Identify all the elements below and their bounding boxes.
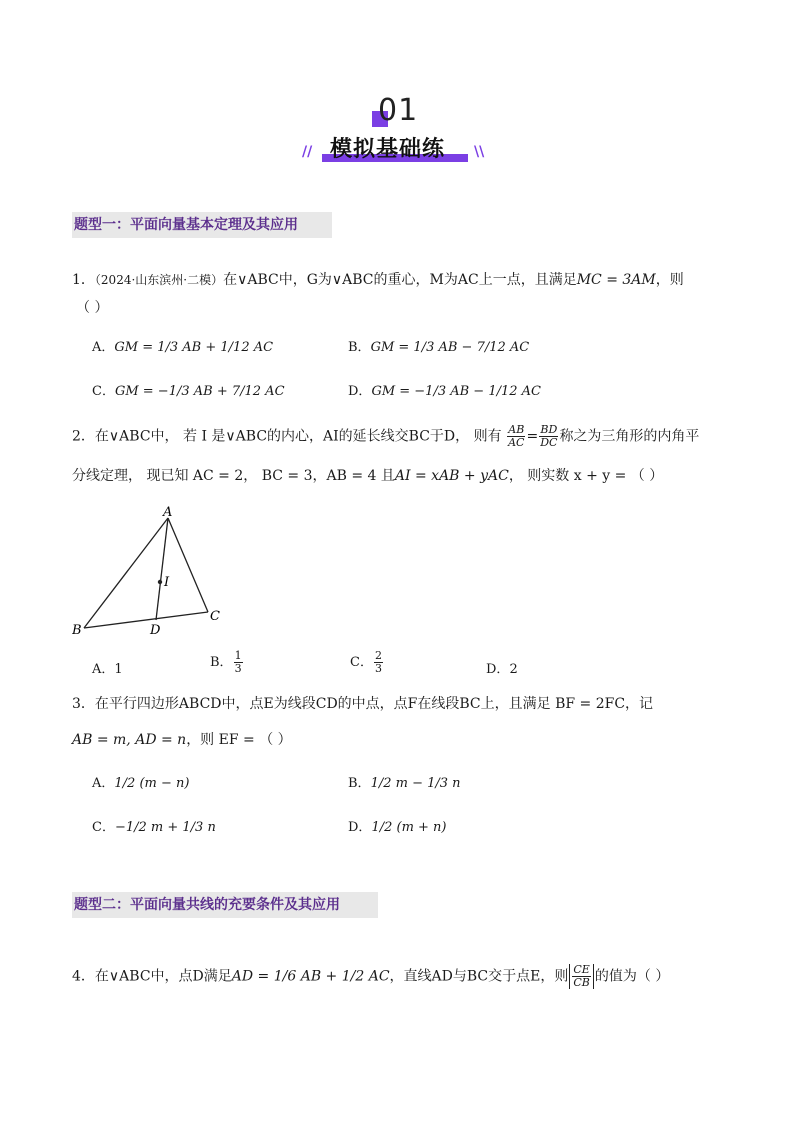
question-text: 在∨ABC中， xyxy=(223,272,307,288)
edge-bc xyxy=(84,612,208,628)
option-fraction: $\frac{2}{3}$ xyxy=(374,649,382,675)
condition-expression: AD = 1/6 AB + 1/2 AC xyxy=(231,968,390,985)
slash-left-icon: // xyxy=(302,144,313,160)
option-expression: GM = −1/3 AB + 7/12 AC xyxy=(114,384,285,399)
option-label: A． xyxy=(92,662,115,677)
option-label: B． xyxy=(210,655,233,670)
option-label: C． xyxy=(92,384,115,399)
question-4 xyxy=(72,964,669,989)
option-a[interactable] xyxy=(92,658,123,677)
option-expression: 1/2 m − 1/3 n xyxy=(370,776,461,791)
point-label-i: I xyxy=(164,575,170,590)
option-expression: 1/2 (m − n) xyxy=(114,776,190,791)
option-fraction: $\frac{1}{3}$ xyxy=(234,649,242,675)
option-c[interactable] xyxy=(92,380,285,399)
option-b[interactable] xyxy=(348,772,461,791)
question-2-line2 xyxy=(72,466,663,486)
option-label: C． xyxy=(92,820,115,835)
option-b[interactable] xyxy=(348,336,529,355)
question-text: 的值为（ ） xyxy=(594,968,670,985)
question-text: M为AC上一点，且满足 xyxy=(429,272,577,288)
ratio-fraction: $\frac{CE}{CB}$ xyxy=(569,964,594,989)
option-value: 2 xyxy=(509,662,518,677)
question-2: 2．在∨ABC中， 若 I 是∨ABC的内心，AI的延长线交BC于D， 则有 $\frac{AB}{AC}$ = $\frac{BD}{DC}$ 称之为三角形的内角平 xyxy=(72,423,700,449)
ratio-fraction: $\frac{AB}{AC}$ xyxy=(508,423,525,449)
option-value: 1 xyxy=(114,662,123,677)
vertex-label-c: C xyxy=(210,609,220,624)
option-label: D． xyxy=(486,662,510,677)
question-text: 称之为三角形的内角平 xyxy=(559,428,700,445)
question-text: 分线定理， 现已知 AC = 2， BC = 3，AB = 4 且 xyxy=(72,468,395,484)
option-expression: −1/2 m + 1/3 n xyxy=(114,820,216,835)
question-text: 在平行四边形ABCD中，点E为线段CD的中点，点F在线段BC上，且满足 BF = 2FC，记 xyxy=(94,696,654,712)
option-label: D． xyxy=(348,820,372,835)
option-c[interactable] xyxy=(92,816,216,835)
chapter-number: 01 xyxy=(370,95,430,135)
question-text: ，则 xyxy=(655,272,684,288)
option-expression: GM = 1/3 AB − 7/12 AC xyxy=(370,340,530,355)
vertex-label-a: A xyxy=(163,505,173,520)
question-3-line2 xyxy=(72,730,292,750)
vertex-label-b: B xyxy=(72,623,82,638)
option-expression: GM = −1/3 AB − 1/12 AC xyxy=(371,384,541,399)
section-heading-1: 题型一：平面向量基本定理及其应用 xyxy=(72,212,332,238)
option-b[interactable] xyxy=(210,650,244,675)
option-a[interactable] xyxy=(92,772,189,791)
option-label: D． xyxy=(348,384,372,399)
option-expression: GM = 1/3 AB + 1/12 AC xyxy=(114,340,274,355)
option-label: B． xyxy=(348,776,371,791)
option-c[interactable] xyxy=(350,650,384,675)
incenter-point xyxy=(158,580,162,584)
condition-expression: MC = 3AM xyxy=(576,272,656,288)
option-d[interactable] xyxy=(348,380,541,399)
question-text: ，直线AD与BC交于点E，则 xyxy=(389,968,569,985)
question-text: 在∨ABC中，点D满足 xyxy=(94,968,232,985)
chapter-title xyxy=(302,132,487,166)
condition-expression: AB = m, AD = n xyxy=(72,732,187,748)
bisector-ad xyxy=(156,518,168,620)
option-label: C． xyxy=(350,655,373,670)
question-text: ， 则实数 x + y = （ ） xyxy=(508,468,664,484)
option-label: A． xyxy=(92,340,115,355)
answer-paren: （ ） xyxy=(76,300,109,316)
option-d[interactable] xyxy=(486,658,518,677)
question-1 xyxy=(72,270,684,290)
question-text: ，则 EF = （ ） xyxy=(186,732,292,748)
condition-expression: AI = xAB + yAC xyxy=(394,468,509,484)
question-number: 4． xyxy=(72,968,95,985)
point-label-d: D xyxy=(150,623,161,638)
slash-right-icon: \\ xyxy=(474,144,485,160)
question-text: G为∨ABC的重心， xyxy=(306,272,430,288)
edge-ab xyxy=(84,518,168,628)
option-expression: 1/2 (m + n) xyxy=(371,820,447,835)
title-text: 模拟基础练 xyxy=(330,137,446,162)
triangle-figure xyxy=(72,500,232,640)
edge-ac xyxy=(168,518,208,612)
question-3 xyxy=(72,694,653,714)
option-label: A． xyxy=(92,776,115,791)
ratio-fraction: $\frac{BD}{DC}$ xyxy=(540,423,558,449)
section-heading-2: 题型二：平面向量共线的充要条件及其应用 xyxy=(72,892,378,918)
option-label: B． xyxy=(348,340,371,355)
question-number: 3． xyxy=(72,696,95,712)
question-source: （2024·山东滨州·二模） xyxy=(94,273,224,287)
question-number: 2． xyxy=(72,428,95,445)
question-text: 在∨ABC中， 若 I 是∨ABC的内心，AI的延长线交BC于D， 则有 xyxy=(94,428,502,445)
question-number: 1． xyxy=(72,272,95,288)
option-d[interactable] xyxy=(348,816,447,835)
option-a[interactable] xyxy=(92,336,273,355)
